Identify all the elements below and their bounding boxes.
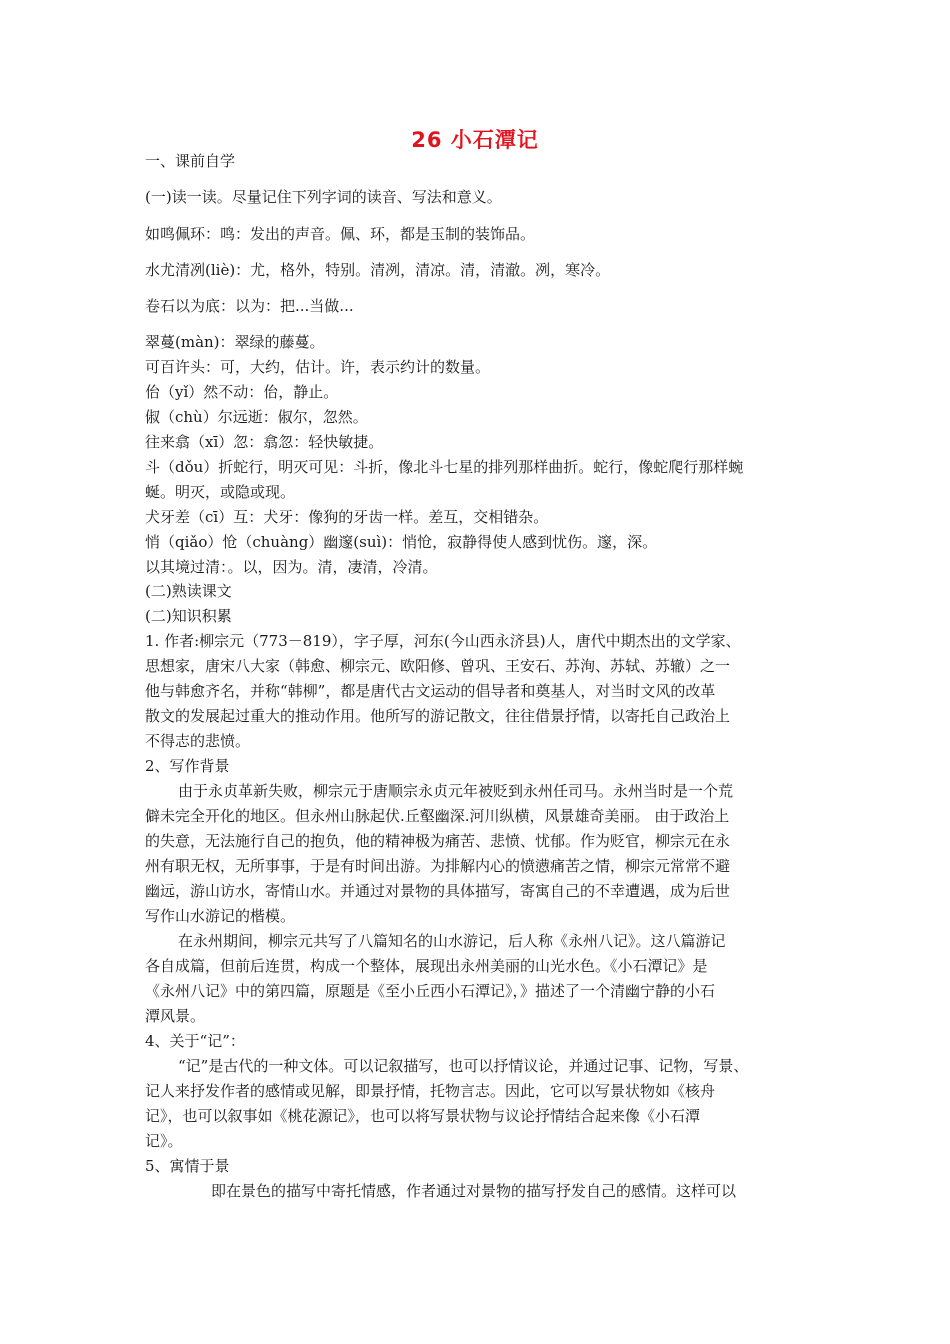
paragraph-line: 各自成篇，但前后连贯，构成一个整体，展现出永州美丽的山光水色。《小石潭记》是: [145, 957, 708, 975]
paragraph-line: 散文的发展起过重大的推动作用。他所写的游记散文，往往借景抒情，以寄托自己政治上: [145, 707, 731, 725]
subsection-heading: 5、寓情于景: [145, 1157, 230, 1175]
subsection-heading: (二)知识积累: [145, 607, 232, 625]
paragraph-line: 潭风景。: [145, 1007, 206, 1025]
paragraph-line: 在永州期间，柳宗元共写了八篇知名的山水游记，后人称《永州八记》。这八篇游记: [178, 932, 726, 950]
vocab-entry: 可百许头：可，大约，估计。许，表示约计的数量。: [145, 358, 491, 376]
paragraph-line: 记》。: [145, 1132, 183, 1150]
vocab-entry: 往来翕（xī）忽：翕忽：轻快敏捷。: [145, 433, 384, 451]
paragraph-line: “记”是古代的一种文体。可以记叙描写，也可以抒情议论，并通过记事、记物，写景、: [178, 1057, 749, 1075]
subsection-heading: (一)读一读。尽量记住下列字词的读音、写法和意义。: [145, 188, 502, 206]
paragraph-line: 的失意，无法施行自己的抱负，他的精神极为痛苦、悲愤、忧郁。作为贬官，柳宗元在永: [145, 832, 731, 850]
paragraph-line: 州有职无权，无所事事，于是有时间出游。为排解内心的愤懑痛苦之情，柳宗元常常不避: [145, 857, 731, 875]
paragraph-line: 思想家，唐宋八大家（韩愈、柳宗元、欧阳修、曾巩、王安石、苏洵、苏轼、苏辙）之一: [145, 657, 731, 675]
vocab-entry: 悄（qiǎo）怆（chuàng）幽邃(suì)：悄怆，寂静得使人感到忧伤。邃，深。: [145, 533, 658, 551]
vocab-entry: 水尤清冽(liè)：尤，格外，特别。清冽，清凉。清，清澈。冽，寒冷。: [145, 261, 611, 279]
vocab-entry: 以其境过清：。以，因为。清，凄清，冷清。: [145, 558, 438, 576]
paragraph-line: 由于永贞革新失败，柳宗元于唐顺宗永贞元年被贬到永州任司马。永州当时是一个荒: [178, 782, 734, 800]
vocab-entry: 佁（yǐ）然不动：佁，静止。: [145, 383, 339, 401]
subsection-heading: 2、写作背景: [145, 757, 230, 775]
paragraph-line: 不得志的悲愤。: [145, 732, 251, 750]
vocab-entry: 斗（dǒu）折蛇行，明灭可见：斗折，像北斗七星的排列那样曲折。蛇行，像蛇爬行那样蜿: [145, 458, 744, 476]
vocab-entry: 犬牙差（cī）互：犬牙：像狗的牙齿一样。差互，交相错杂。: [145, 508, 549, 526]
vocab-entry: 如鸣佩环：鸣：发出的声音。佩、环，都是玉制的装饰品。: [145, 225, 536, 243]
subsection-heading: 4、关于“记”：: [145, 1032, 245, 1050]
paragraph-line: 他与韩愈齐名，并称“韩柳”，都是唐代古文运动的倡导者和奠基人，对当时文风的改革: [145, 682, 716, 700]
vocab-entry: 翠蔓(màn)：翠绿的藤蔓。: [145, 333, 325, 351]
paragraph-line: 即在景色的描写中寄托情感，作者通过对景物的描写抒发自己的感情。这样可以: [211, 1182, 737, 1200]
paragraph-line: 《永州八记》中的第四篇，原题是《至小丘西小石潭记》，》描述了一个清幽宁静的小石: [145, 982, 716, 1000]
vocab-entry-continued: 蜒。明灭，或隐或现。: [145, 483, 296, 501]
paragraph-line: 记》，也可以叙事如《桃花源记》，也可以将写景状物与议论抒情结合起来像《小石潭: [145, 1107, 701, 1125]
section-heading: 一、课前自学: [145, 152, 236, 170]
paragraph-line: 幽远，游山访水，寄情山水。并通过对景物的具体描写，寄寓自己的不幸遭遇，成为后世: [145, 882, 731, 900]
vocab-entry: 俶（chù）尔远逝：俶尔，忽然。: [145, 408, 368, 426]
paragraph-line: 1. 作者:柳宗元（773－819），字子厚，河东(今山西永济县)人，唐代中期杰出的文学家、: [145, 632, 741, 650]
document-title: 26 小石潭记: [411, 128, 539, 152]
paragraph-line: 写作山水游记的楷模。: [145, 907, 296, 925]
paragraph-line: 记人来抒发作者的感情或见解，即景抒情，托物言志。因此，它可以写景状物如《核舟: [145, 1082, 716, 1100]
subsection-heading: (二)熟读课文: [145, 582, 232, 600]
vocab-entry: 卷石以为底：以为：把...当做...: [145, 297, 354, 315]
paragraph-line: 僻未完全开化的地区。但永州山脉起伏.丘壑幽深.河川纵横，风景雄奇美丽。 由于政治上: [145, 807, 730, 825]
